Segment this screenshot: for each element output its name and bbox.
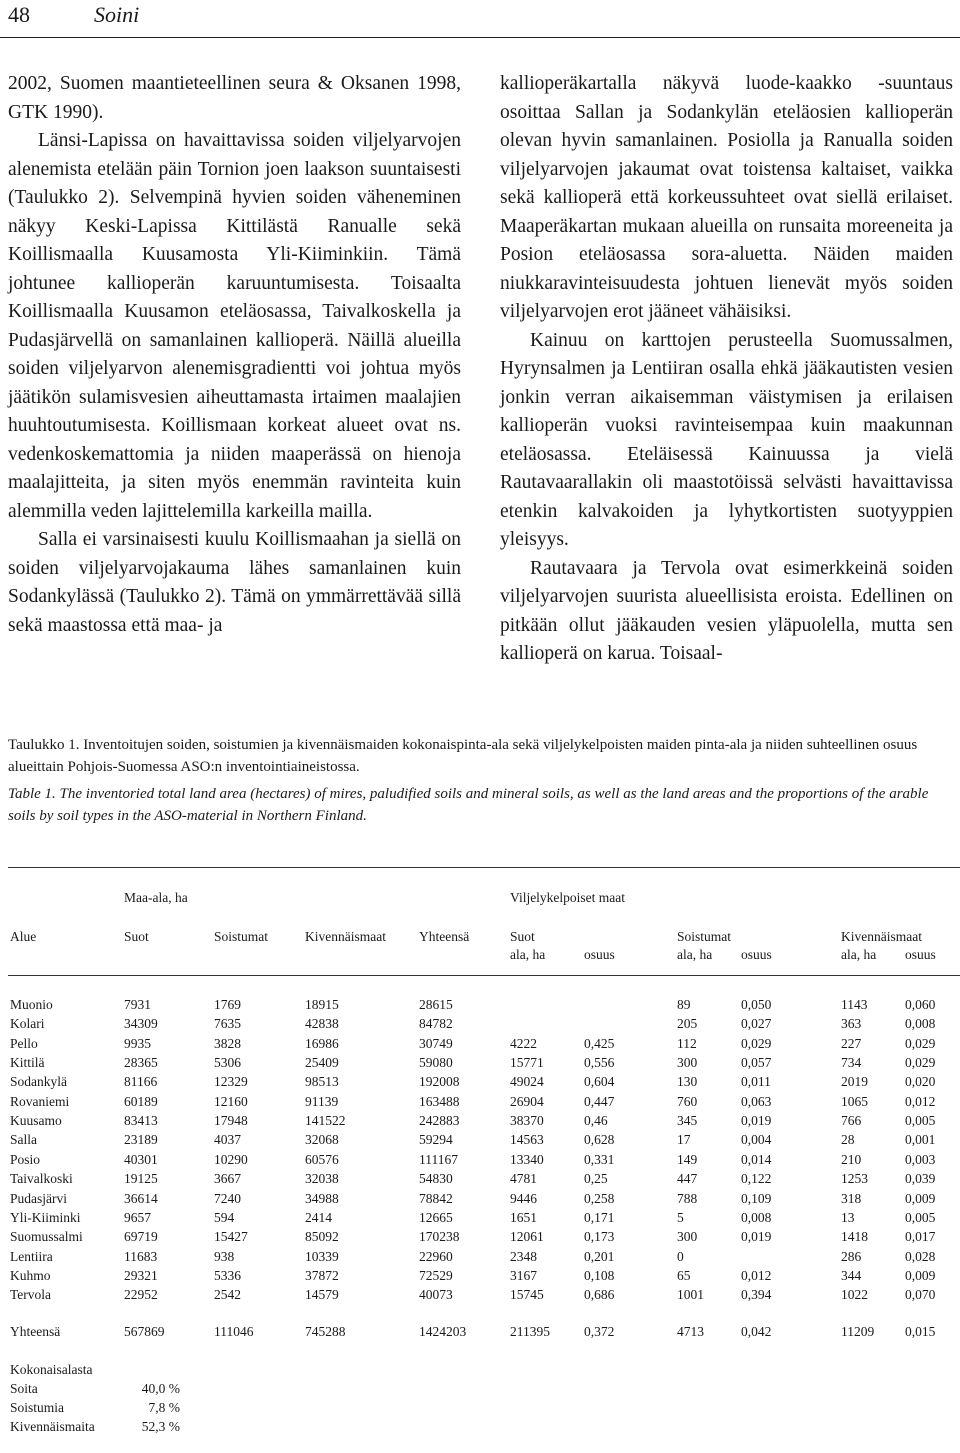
column-header: Yhteensä	[419, 929, 470, 944]
table-cell: 1651	[510, 1209, 537, 1225]
table-cell: 72529	[419, 1267, 453, 1283]
table-cell: 734	[841, 1055, 862, 1071]
table-cell: 344	[841, 1267, 862, 1283]
table-cell: 300	[677, 1055, 698, 1071]
table-cell: 91139	[305, 1093, 339, 1109]
total-cell: 567869	[124, 1324, 165, 1339]
subcolumn-header: ala, ha	[677, 947, 713, 962]
table-cell: 0,005	[905, 1209, 936, 1225]
table-cell: 9935	[124, 1035, 151, 1051]
subcolumn-header: ala, ha	[510, 947, 546, 962]
table-cell: 60576	[305, 1151, 339, 1167]
table-cell: 0,628	[584, 1132, 615, 1148]
table-cell: 42838	[305, 1016, 339, 1032]
table-cell: 12160	[214, 1093, 248, 1109]
table-cell: 32038	[305, 1171, 339, 1187]
column-header: Kivennäismaat	[305, 929, 386, 944]
table-cell: 85092	[305, 1229, 339, 1245]
row-label: Yli-Kiiminki	[10, 1209, 81, 1225]
table-cell: 112	[677, 1035, 697, 1051]
table-cell: 0,020	[905, 1074, 936, 1090]
subcolumn-header: ala, ha	[841, 947, 877, 962]
table-cell: 28615	[419, 997, 453, 1012]
table-cell: 4781	[510, 1171, 537, 1187]
table-cell: 30749	[419, 1035, 453, 1051]
table-cell: 286	[841, 1248, 862, 1264]
column-header: Kivennäismaat	[841, 929, 922, 944]
table-cell: 0,012	[905, 1093, 936, 1109]
row-label: Posio	[10, 1151, 41, 1167]
paragraph: Kainuu on karttojen perusteella Suomussalmen, Hyrynsalmen ja Lentiiran osalla ehkä jääkautisten vesien jonkin verran aikaisemman väistymisen ja erilaisen kallioperän vuoksi ravinteisempaa kuin maakunnan eteläosassa. Eteläisessä Kainuussa ja vielä Rautavaarallakin oli maastotöissä selvästi havaittavissa etenkin kalvakoiden ja lyhytkortisten suotyyppien yleisyys.	[500, 329, 953, 550]
table-cell: 4037	[214, 1132, 241, 1148]
table-cell: 13	[841, 1209, 855, 1225]
table-cell: 227	[841, 1035, 862, 1051]
row-label: Sodankylä	[10, 1074, 67, 1090]
table-cell: 0,171	[584, 1209, 615, 1225]
table-cell: 2019	[841, 1074, 868, 1090]
table-cell: 14563	[510, 1132, 544, 1148]
column-header: Soistumat	[214, 929, 269, 944]
table-cell: 242883	[419, 1113, 460, 1129]
table-cell: 25409	[305, 1055, 339, 1071]
subcolumn-header: osuus	[584, 947, 615, 962]
table-cell: 89	[677, 997, 691, 1012]
table-cell: 40073	[419, 1287, 453, 1303]
table-cell: 1253	[841, 1171, 868, 1187]
total-cell: 11209	[841, 1324, 875, 1339]
summary-value: 7,8 %	[148, 1400, 180, 1416]
table-cell: 38370	[510, 1113, 544, 1129]
table-cell: 0,686	[584, 1287, 615, 1303]
table-cell: 0,556	[584, 1055, 615, 1071]
table-cell: 36614	[124, 1190, 158, 1206]
row-label: Salla	[10, 1132, 37, 1148]
table-cell: 0,394	[741, 1287, 772, 1303]
row-label: Pello	[10, 1035, 38, 1051]
table-cell: 0	[677, 1248, 684, 1264]
column-header: Soistumat	[677, 929, 732, 944]
table-cell: 0,008	[741, 1209, 772, 1225]
paragraph: Rautavaara ja Tervola ovat esimerkkeinä soiden viljelyarvojen suurista alueellisista eroista. Edellinen on pitkään ollut jääkauden vesien yläpuolella, mutta sen kallioperä on karua. Toisaal-	[500, 557, 953, 664]
table-cell: 3167	[510, 1267, 537, 1283]
paragraph: Salla ei varsinaisesti kuulu Koillismaahan ja siellä on soiden viljelyarvojakauma lähes samanlainen kuin Sodankylässä (Taulukko 2). Tämä on ymmärrettävää sillä sekä maastossa että maa- ja	[8, 529, 461, 636]
total-cell: 211395	[510, 1324, 550, 1339]
table-cell: 15771	[510, 1055, 544, 1071]
table-cell: 0,109	[741, 1190, 772, 1206]
table-cell: 1022	[841, 1287, 868, 1303]
table-cell: 12061	[510, 1229, 544, 1245]
table-cell: 0,009	[905, 1267, 936, 1283]
table-cell: 594	[214, 1209, 235, 1225]
table-cell: 19125	[124, 1171, 158, 1187]
table-cell: 0,004	[741, 1132, 772, 1148]
subcolumn-header: osuus	[741, 947, 772, 962]
table-cell: 938	[214, 1248, 235, 1264]
table-cell: 10339	[305, 1248, 339, 1264]
table-cell: 84782	[419, 1016, 453, 1032]
table-caption-finnish: Taulukko 1. Inventoitujen soiden, soistumien ja kivennäismaiden kokonaispinta-ala sekä viljelykelpoisten maiden pinta-ala ja niiden suhteellinen osuus alueittain Pohjois-Suomessa ASO:n inventointiaineistossa.	[8, 737, 918, 775]
table-cell: 83413	[124, 1113, 158, 1129]
table-cell: 17948	[214, 1113, 248, 1129]
table-cell: 0,011	[741, 1074, 771, 1090]
summary-label: Soita	[10, 1381, 38, 1396]
table-cell: 0,060	[905, 997, 936, 1012]
group-header-area: Maa-ala, ha	[124, 890, 188, 905]
table-cell: 2348	[510, 1248, 537, 1264]
table-cell: 0,019	[741, 1113, 772, 1129]
table-cell: 0,108	[584, 1267, 615, 1283]
row-label: Taivalkoski	[10, 1171, 73, 1187]
column-header: Suot	[510, 929, 535, 944]
table-cell: 130	[677, 1074, 698, 1090]
table-cell: 0,029	[905, 1035, 936, 1051]
table-cell: 5306	[214, 1055, 241, 1071]
table-cell: 300	[677, 1229, 698, 1245]
table-cell: 210	[841, 1151, 862, 1167]
table-cell: 28	[841, 1132, 855, 1148]
table-cell: 14579	[305, 1287, 339, 1303]
table-cell: 1143	[841, 997, 868, 1012]
subcolumn-header: osuus	[905, 947, 936, 962]
table-cell: 12665	[419, 1209, 453, 1225]
table-cell: 1418	[841, 1229, 868, 1245]
table-cell: 0,027	[741, 1016, 772, 1032]
table-cell: 5	[677, 1209, 684, 1225]
table-cell: 3667	[214, 1171, 241, 1187]
table-cell: 0,039	[905, 1171, 936, 1187]
row-label: Kuusamo	[10, 1113, 62, 1129]
table-cell: 0,014	[741, 1151, 772, 1167]
table-cell: 0,057	[741, 1055, 772, 1071]
table-cell: 205	[677, 1016, 698, 1032]
table-cell: 9657	[124, 1209, 151, 1225]
summary-label: Soistumia	[10, 1400, 65, 1416]
table-cell: 0,029	[905, 1055, 936, 1071]
table-cell: 760	[677, 1093, 698, 1109]
table-cell: 59080	[419, 1055, 453, 1071]
summary-title: Kokonaisalasta	[10, 1362, 93, 1377]
table-cell: 40301	[124, 1151, 158, 1167]
table-caption-english: Table 1. The inventoried total land area (hectares) of mires, paludified soils and mineral soils, as well as the land areas and the proportions of the arable soils by soil types in the ASO-material in Northern Finland.	[8, 786, 929, 824]
total-cell: 0,015	[905, 1324, 936, 1339]
table-cell: 18915	[305, 997, 339, 1012]
table-cell: 22960	[419, 1248, 453, 1264]
table-cell: 5336	[214, 1267, 241, 1283]
page-number: 48	[8, 2, 30, 27]
total-cell: 111046	[214, 1324, 254, 1339]
table-cell: 0,050	[741, 997, 772, 1012]
table-cell: 59294	[419, 1132, 453, 1148]
table-cell: 12329	[214, 1074, 248, 1090]
table-cell: 170238	[419, 1229, 460, 1245]
paragraph: Länsi-Lapissa on havaittavissa soiden viljelyarvojen alenemista etelään päin Tornion joen laakson suuntaisesti (Taulukko 2). Selvempinä hyvien soiden väheneminen näkyy Keski-Lapissa Kittilästä Ranualle sekä Koillismaalla Kuusamosta Yli-Kiiminkiin. Tämä johtunee kallioperän karuuntumisesta. Toisaalta Koillismaalla Kuusamon eteläosassa, Taivalkoskella ja Pudasjärvellä on samanlainen kallioperä. Näillä alueilla soiden viljelyarvon alenemisgradientti voi johtua myös jäätikön sulamisvesien aiheuttamasta irtaimen maalajien huuhtoutumisesta. Koillismaan korkeat alueet ovat ns. vedenkoskemattomia ja niiden maaperässä on hienoja maalajitteita, ja siten myös enemmän ravinteita kuin alemmilla veden lajittelemilla karkeilla mailla.	[8, 130, 461, 522]
table-cell: 0,028	[905, 1248, 936, 1264]
table-cell: 17	[677, 1132, 691, 1148]
table-cell: 98513	[305, 1074, 339, 1090]
table-cell: 163488	[419, 1093, 460, 1109]
table-cell: 192008	[419, 1074, 460, 1090]
row-label: Rovaniemi	[10, 1093, 70, 1109]
table-cell: 54830	[419, 1171, 453, 1187]
table-cell: 0,008	[905, 1016, 936, 1032]
table-cell: 0,46	[584, 1113, 608, 1129]
table-cell: 788	[677, 1190, 698, 1206]
table-cell: 34309	[124, 1016, 158, 1032]
paragraph: 2002, Suomen maantieteellinen seura & Oksanen 1998, GTK 1990).	[8, 73, 461, 123]
summary-value: 40,0 %	[141, 1381, 180, 1396]
table-cell: 34988	[305, 1190, 339, 1206]
table-cell: 7635	[214, 1016, 241, 1032]
table-cell: 0,122	[741, 1171, 772, 1187]
table-cell: 0,070	[905, 1287, 936, 1303]
table-cell: 16986	[305, 1035, 339, 1051]
table-cell: 78842	[419, 1190, 453, 1206]
row-label: Kittilä	[10, 1055, 45, 1071]
table-cell: 10290	[214, 1151, 248, 1167]
group-header-arable: Viljelykelpoiset maat	[510, 890, 626, 905]
table-cell: 1769	[214, 997, 241, 1012]
table-cell: 149	[677, 1151, 698, 1167]
table-cell: 363	[841, 1016, 862, 1032]
table-cell: 0,012	[741, 1267, 772, 1283]
table-cell: 2414	[305, 1209, 332, 1225]
table-cell: 60189	[124, 1093, 158, 1109]
table-cell: 766	[841, 1113, 862, 1129]
table-cell: 0,009	[905, 1190, 936, 1206]
table-cell: 111167	[419, 1151, 458, 1167]
table-cell: 0,017	[905, 1229, 936, 1245]
total-cell: 745288	[305, 1324, 346, 1339]
table-cell: 0,425	[584, 1035, 615, 1051]
table-cell: 81166	[124, 1074, 158, 1090]
table-cell: 447	[677, 1171, 698, 1187]
paragraph: kallioperäkartalla näkyvä luode-kaakko -suuntaus osoittaa Sallan ja Sodankylän eteläosien kallioperän olevan hyvin samanlainen. Posiolla ja Ranualla soiden viljelyarvojen jakaumat ovat toistensa kaltaiset, vaikka sekä kallioperä että korkeussuhteet ovat siellä erilaiset. Maaperäkartan mukaan alueilla on runsaita moreeneita ja Posion eteläosassa sora-aluetta. Näiden maiden niukkaravinteisuudesta johtuen lienevät myös soiden viljelyarvojen erot jääneet vähäisiksi.	[500, 73, 953, 322]
row-label: Lentiira	[10, 1248, 53, 1264]
table-cell: 0,029	[741, 1035, 772, 1051]
table-cell: 0,173	[584, 1229, 615, 1245]
table-cell: 32068	[305, 1132, 339, 1148]
total-cell: 4713	[677, 1324, 704, 1339]
total-cell: 0,372	[584, 1324, 615, 1339]
table-cell: 345	[677, 1113, 698, 1129]
row-label: Suomussalmi	[10, 1229, 83, 1245]
row-label: Muonio	[10, 997, 53, 1012]
total-cell: 0,042	[741, 1324, 772, 1339]
row-label: Kuhmo	[10, 1267, 51, 1283]
table-cell: 3828	[214, 1035, 241, 1051]
table-cell: 0,003	[905, 1151, 936, 1167]
table-cell: 0,063	[741, 1093, 772, 1109]
table-cell: 11683	[124, 1248, 158, 1264]
table-cell: 0,447	[584, 1093, 615, 1109]
table-cell: 9446	[510, 1190, 537, 1206]
table-cell: 1065	[841, 1093, 868, 1109]
table-cell: 0,604	[584, 1074, 615, 1090]
table-cell: 65	[677, 1267, 691, 1283]
summary-value: 52,3 %	[141, 1419, 180, 1435]
table-cell: 49024	[510, 1074, 544, 1090]
table-cell: 7931	[124, 997, 151, 1012]
row-label: Tervola	[10, 1287, 52, 1303]
table-cell: 318	[841, 1190, 862, 1206]
table-cell: 4222	[510, 1035, 537, 1051]
column-header: Alue	[10, 929, 37, 944]
total-cell: 1424203	[419, 1324, 467, 1339]
running-title: Soini	[94, 2, 140, 27]
table-cell: 0,001	[905, 1132, 936, 1148]
row-label: Kolari	[10, 1016, 45, 1032]
table-cell: 0,005	[905, 1113, 936, 1129]
table-cell: 28365	[124, 1055, 158, 1071]
table-cell: 0,201	[584, 1248, 615, 1264]
table-cell: 22952	[124, 1287, 158, 1303]
table-cell: 141522	[305, 1113, 346, 1129]
table-cell: 1001	[677, 1287, 704, 1303]
table-cell: 26904	[510, 1093, 544, 1109]
table-cell: 15427	[214, 1229, 248, 1245]
table-cell: 23189	[124, 1132, 158, 1148]
total-label: Yhteensä	[10, 1324, 61, 1339]
table-cell: 15745	[510, 1287, 544, 1303]
table-cell: 7240	[214, 1190, 241, 1206]
table-cell: 37872	[305, 1267, 339, 1283]
table-cell: 29321	[124, 1267, 158, 1283]
table-cell: 13340	[510, 1151, 544, 1167]
row-label: Pudasjärvi	[10, 1190, 67, 1206]
table-cell: 0,019	[741, 1229, 772, 1245]
table-cell: 0,258	[584, 1190, 615, 1206]
column-header: Suot	[124, 929, 149, 944]
table-cell: 0,331	[584, 1151, 615, 1167]
table-cell: 0,25	[584, 1171, 608, 1187]
table-cell: 69719	[124, 1229, 158, 1245]
summary-label: Kivennäismaita	[10, 1419, 95, 1435]
table-cell: 2542	[214, 1287, 241, 1303]
